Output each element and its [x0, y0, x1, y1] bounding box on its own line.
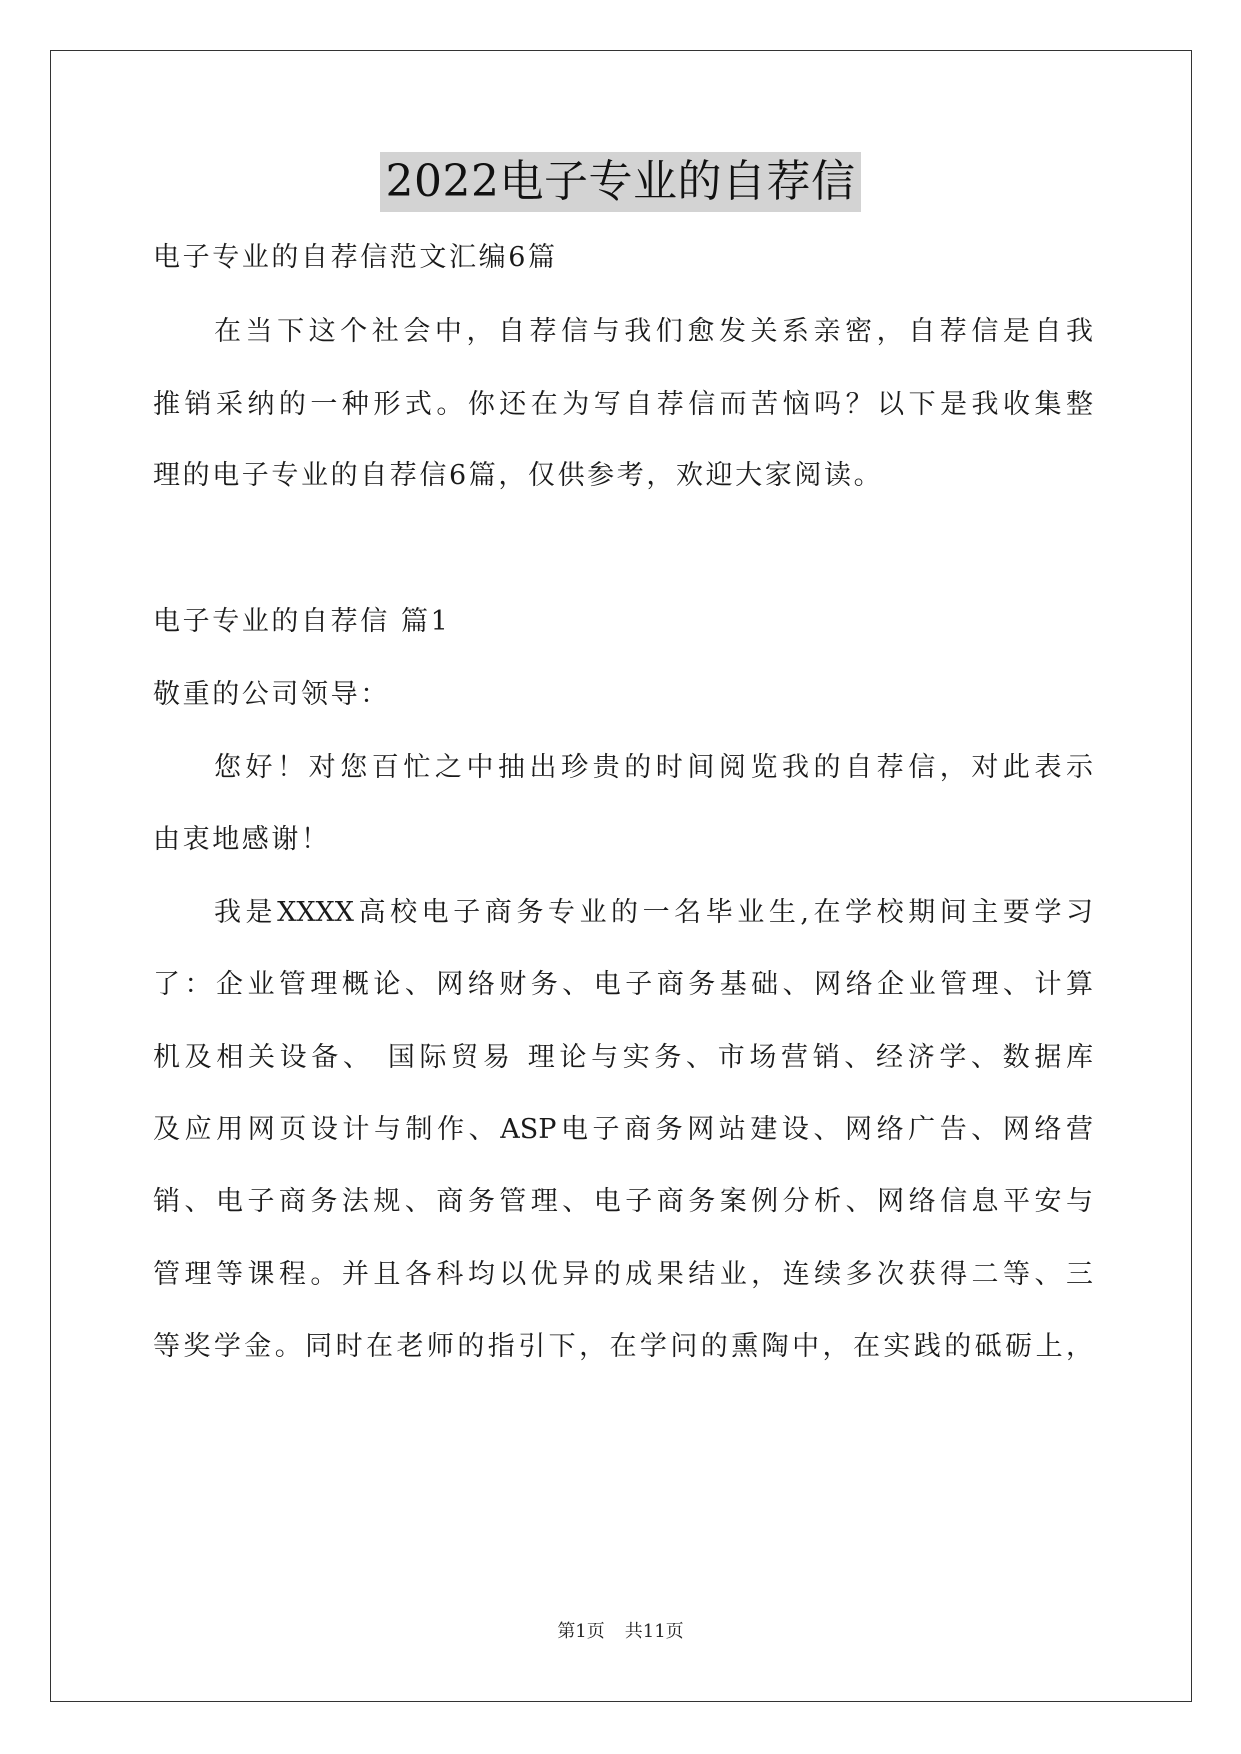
paragraph-line: 等奖学金。同时在老师的指引下，在学问的熏陶中，在实践的砥砺上，: [153, 1331, 1093, 1362]
paragraph-line: 我是XXXX高校电子商务专业的一名毕业生,在学校期间主要学习: [214, 897, 1093, 928]
document-subtitle: 电子专业的自荐信范文汇编6篇: [153, 242, 558, 273]
salutation: 敬重的公司领导：: [153, 679, 390, 710]
paragraph-line: 机及相关设备、 国际贸易 理论与实务、市场营销、经济学、数据库: [153, 1042, 1093, 1073]
page-number: 第1页: [557, 1621, 605, 1642]
paragraph-line: 了：企业管理概论、网络财务、电子商务基础、网络企业管理、计算: [153, 969, 1093, 1000]
page-border: [50, 50, 1192, 1702]
paragraph-line: 及应用网页设计与制作、ASP电子商务网站建设、网络广告、网络营: [153, 1114, 1093, 1145]
paragraph-line: 由衷地感谢！: [153, 824, 331, 855]
page-total: 共11页: [624, 1621, 684, 1642]
paragraph-line: 管理等课程。并且各科均以优异的成果结业，连续多次获得二等、三: [153, 1259, 1093, 1290]
page-footer: [0, 1620, 1241, 1644]
section-heading: 电子专业的自荐信 篇1: [153, 606, 451, 637]
paragraph-line: 销、电子商务法规、商务管理、电子商务案例分析、网络信息平安与: [153, 1186, 1093, 1217]
document-title: 2022电子专业的自荐信: [380, 152, 862, 212]
intro-line: 在当下这个社会中，自荐信与我们愈发关系亲密，自荐信是自我: [214, 316, 1093, 347]
paragraph-line: 您好！对您百忙之中抽出珍贵的时间阅览我的自荐信，对此表示: [214, 752, 1093, 783]
title-wrap: [0, 152, 1241, 212]
intro-line: 推销采纳的一种形式。你还在为写自荐信而苦恼吗？以下是我收集整: [153, 389, 1093, 420]
intro-line: 理的电子专业的自荐信6篇，仅供参考，欢迎大家阅读。: [153, 460, 884, 491]
